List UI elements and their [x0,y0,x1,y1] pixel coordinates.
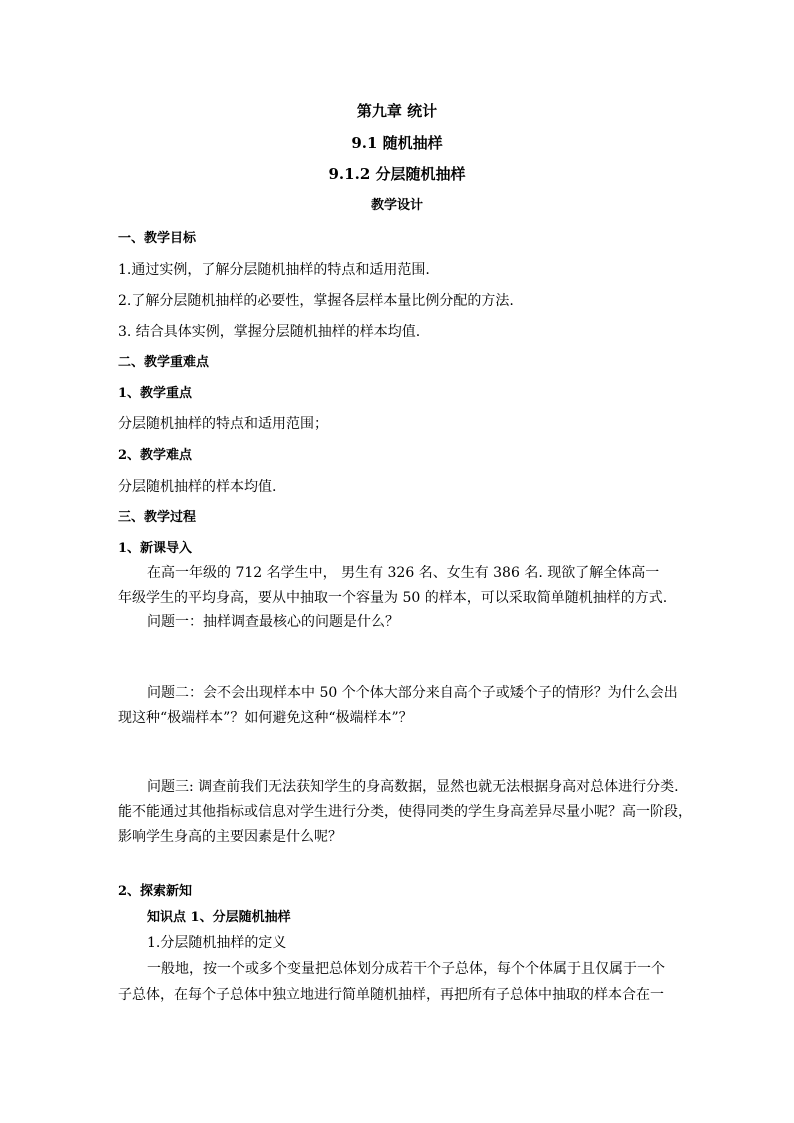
difficulty-heading: 2、教学难点 [118,448,193,463]
difficulty-text: 分层随机抽样的样本均值. [118,479,277,495]
doc-type-title: 教学设计 [370,198,423,213]
explore-heading: 2、探索新知 [118,884,193,899]
definition-title: 1.分层随机抽样的定义 [147,935,287,951]
question-2-line-1: 问题二：会不会出现样本中 50 个个体大部分来自高个子或矮个子的情形？为什么会出 [147,685,678,701]
chapter-title: 第九章 统计 [356,102,438,120]
definition-line-2: 子总体，在每个子总体中独立地进行简单随机抽样，再把所有子总体中抽取的样本合在一 [118,987,664,1003]
objectives-heading: 一、教学目标 [118,231,197,246]
question-3-line-3: 影响学生身高的主要因素是什么呢？ [118,829,342,845]
process-heading: 三、教学过程 [118,510,197,525]
question-3-line-1: 问题三: 调查前我们无法获知学生的身高数据，显然也就无法根据身高对总体进行分类. [147,779,679,795]
objective-item-1: 1.通过实例，了解分层随机抽样的特点和适用范围. [118,262,430,278]
definition-line-1: 一般地，按一个或多个变量把总体划分成若干个子总体，每个个体属于且仅属于一个 [147,961,665,977]
knowledge-point-heading: 知识点 1、分层随机抽样 [147,910,291,925]
focus-heading: 1、教学重点 [118,386,193,401]
question-2-line-2: 现这种“极端样本”？如何避免这种“极端样本”？ [118,710,413,726]
subsection-title: 9.1.2 分层随机抽样 [328,165,466,183]
question-3-line-2: 能不能通过其他指标或信息对学生进行分类，使得同类的学生身高差异尽量小呢？高一阶段， [118,804,692,820]
objective-item-2: 2.了解分层随机抽样的必要性，掌握各层样本量比例分配的方法. [118,293,514,309]
objective-item-3: 3. 结合具体实例，掌握分层随机抽样的样本均值. [118,324,421,340]
key-points-heading: 二、教学重难点 [118,355,210,370]
intro-line-2: 年级学生的平均身高，要从中抽取一个容量为 50 的样本，可以采取简单随机抽样的方式. [118,590,668,606]
intro-heading: 1、新课导入 [118,541,193,556]
section-title: 9.1 随机抽样 [351,134,443,152]
focus-text: 分层随机抽样的特点和适用范围； [118,416,328,432]
intro-line-1: 在高一年级的 712 名学生中， 男生有 326 名、女生有 386 名. 现欲了解全体高一 [147,565,660,581]
question-1: 问题一：抽样调查最核心的问题是什么？ [147,614,399,630]
